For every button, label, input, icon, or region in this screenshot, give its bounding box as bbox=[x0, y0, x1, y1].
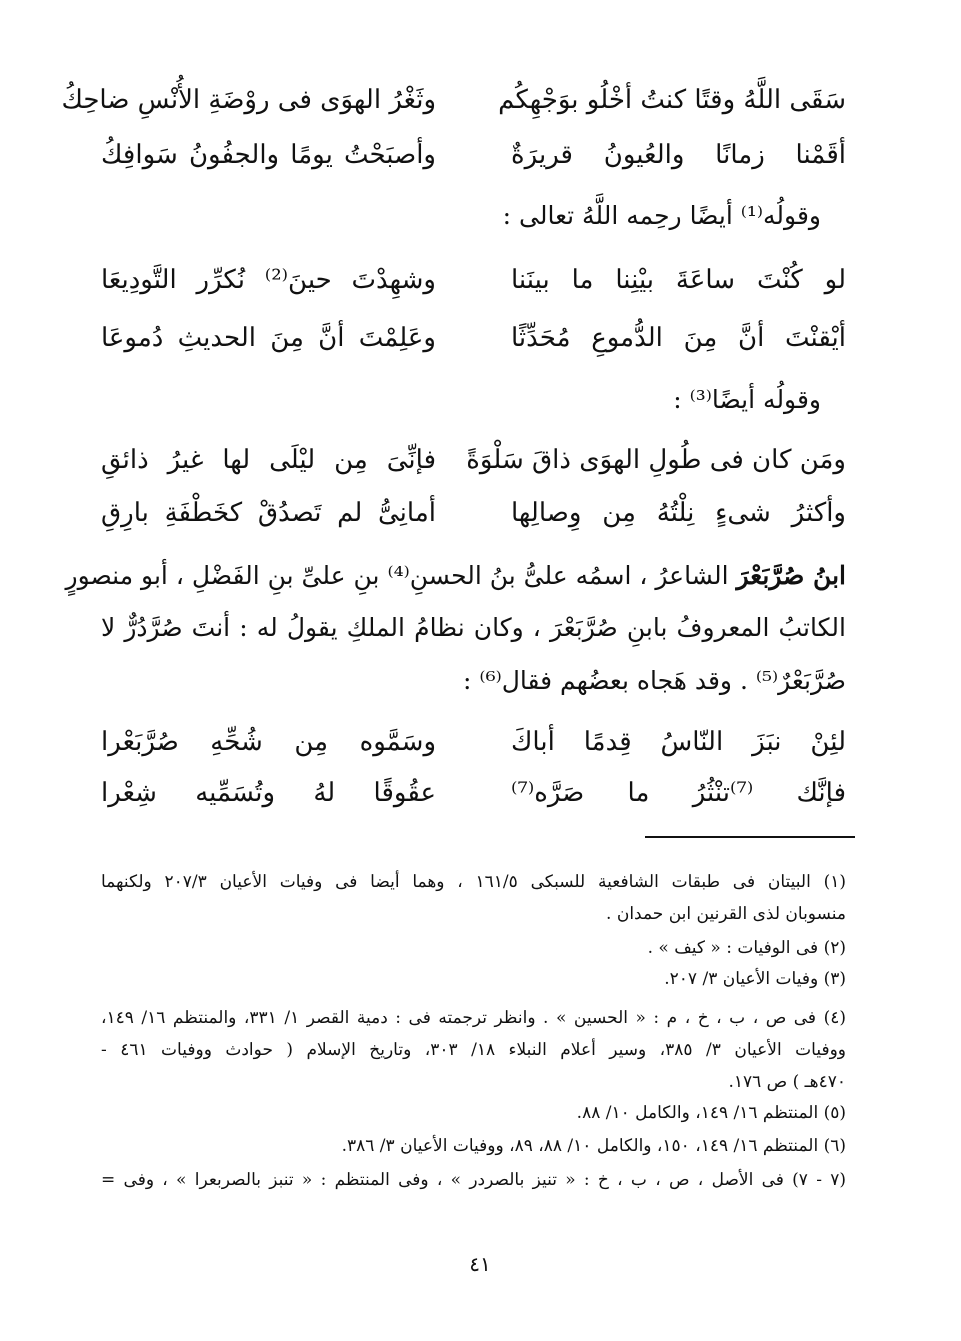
footnote-3: (٣) وفيات الأعيان ٣/ ٢٠٧. bbox=[664, 969, 846, 989]
footnote-2: (٢) فى الوفيات : « كيف » . bbox=[647, 938, 846, 958]
verse-1-second-hemistich: وثَغْرُ الهوَى فى روْضَةِ الأُنْسِ ضاحِكُ bbox=[61, 85, 436, 115]
prose-line-1-text: الشاعرُ ، اسمُه علىُّ بنُ الحسنِ⁽⁴⁾ بنِ علىِّ بنِ الفَضْلِ ، أبو منصورٍ bbox=[65, 561, 737, 590]
verse-3-second-hemistich: وشهِدْتَ حينَ⁽²⁾ نُكرِّر التَّودِيعَا bbox=[101, 265, 436, 295]
poem-verse-6 bbox=[101, 483, 846, 543]
footnote-6: (٦) المنتظم ١٦/ ١٤٩، ١٥٠، والكامل ١٠/ ٨٨، ٨٩، ووفيات الأعيان ٣/ ٣٨٦. bbox=[341, 1136, 846, 1156]
footnote-4-line-1: (٤) فى ص ، ب ، خ ، م : « الحسين » . وانظر ترجمته فى : دمية القصر ١/ ٣٣١، والمنتظم ١٦/ ١٤٩، bbox=[101, 1008, 846, 1028]
entry-name: ابنُ صُرَّبَعْرَ bbox=[736, 561, 846, 590]
footnote-7: (٧ - ٧) فى الأصل ، ص ، ب ، خ : « تنيز بالصردر » ، وفى المنتظم : « تنبز بالصربعرا » ، وفى = bbox=[101, 1170, 846, 1190]
verse-5-first-hemistich: ومَن كان فى طُولِ الهوَى ذاقَ سَلْوَةً bbox=[466, 445, 846, 475]
verse-7-second-hemistich: وسَمَّوه مِن شُحِّهِ صُرَّبَعْرا bbox=[101, 727, 436, 757]
poem-verse-5 bbox=[101, 430, 846, 490]
footnote-1-line-2: منسوبان لذى القرنين ابن حمدان . bbox=[606, 904, 846, 924]
footnote-4-line-3: ٤٧٠هـ ) ص ١٧٦. bbox=[728, 1072, 846, 1092]
poem-verse-3 bbox=[101, 250, 846, 310]
page-number: ٤١ bbox=[469, 1252, 491, 1276]
verse-2-first-hemistich: أقَمْنا زمانًا والعُيونُ قريرَةٌ bbox=[511, 140, 846, 170]
verse-6-first-hemistich: وأكثرُ شىءٍ نِلْتُهُ مِن وِصالِها bbox=[511, 498, 846, 528]
verse-4-first-hemistich: أيْقنْتَ أنَّ مِنَ الدُّموعِ مُحَدِّثًا bbox=[511, 323, 846, 353]
footnote-separator bbox=[645, 836, 855, 838]
poem-verse-4 bbox=[101, 308, 846, 368]
poem-intro-2: وقولُه أيضًا⁽³⁾ : bbox=[673, 385, 821, 414]
verse-8-second-hemistich: عقُوقًا لهُ وتُسَمِّيه شِعْرا bbox=[101, 778, 436, 808]
verse-5-second-hemistich: فإنِّىَ مِن ليْلَى لها غيرُ ذائقِ bbox=[101, 445, 436, 475]
poem-verse-8 bbox=[101, 763, 846, 823]
verse-3-first-hemistich: لو كُنْتَ ساعَةَ بيْنِنا ما بينَنا bbox=[511, 265, 846, 295]
verse-2-second-hemistich: وأصبَحْتُ يومًا والجفُونُ سَوافِكُ bbox=[101, 140, 436, 170]
footnote-1-line-1: (١) البيتان فى طبقات الشافعية للسبكى ١٦١/٥ ، وهما أيضا فى وفيات الأعيان ٢٠٧/٣ ولكنهما bbox=[101, 872, 846, 892]
verse-1-first-hemistich: سَقَى اللَّهُ وقتًا كنتُ أخْلُو بوَجْهِكُم bbox=[498, 85, 846, 115]
prose-line-2: الكاتبُ المعروفُ بابنِ صُرَّبَعْرَ ، وكان نظامُ الملكِ يقولُ له : أنتَ صُرَّدُرٌّ لا bbox=[101, 613, 846, 642]
prose-line-1 bbox=[65, 550, 846, 602]
footnote-5: (٥) المنتظم ١٦/ ١٤٩، والكامل ١٠/ ٨٨. bbox=[576, 1103, 846, 1123]
prose-line-3: صُرَّبَعْرٌ⁽⁵⁾ . وقد هَجاه بعضُهم فقال⁽⁶⁾ : bbox=[463, 666, 846, 695]
verse-7-first-hemistich: لئِنْ نبَزَ النّاسُ قِدمًا أباكَ bbox=[511, 727, 846, 757]
poem-verse-1 bbox=[61, 70, 846, 130]
verse-4-second-hemistich: وعَلِمْتَ أنَّ مِنَ الحديثِ دُموعَا bbox=[101, 323, 436, 353]
poem-verse-2 bbox=[101, 125, 846, 185]
verse-6-second-hemistich: أمانِىُّ لم تَصدُقْ كخَطْفَةِ بارِقِ bbox=[101, 498, 436, 528]
verse-8-first-hemistich: فإنَّك ⁽⁷⁾تنْثُرُ ما صَرَّه⁽⁷⁾ bbox=[511, 778, 846, 808]
footnote-4-line-2: ووفيات الأعيان ٣/ ٣٨٥، وسير أعلام النبلاء ١٨/ ٣٠٣، وتاريخ الإسلام ( حوادث ووفيات ٤٦١ - bbox=[101, 1040, 847, 1060]
poem-intro-1: وقولُه⁽¹⁾ أيضًا رحِمه اللَّهُ تعالى : bbox=[502, 201, 821, 230]
